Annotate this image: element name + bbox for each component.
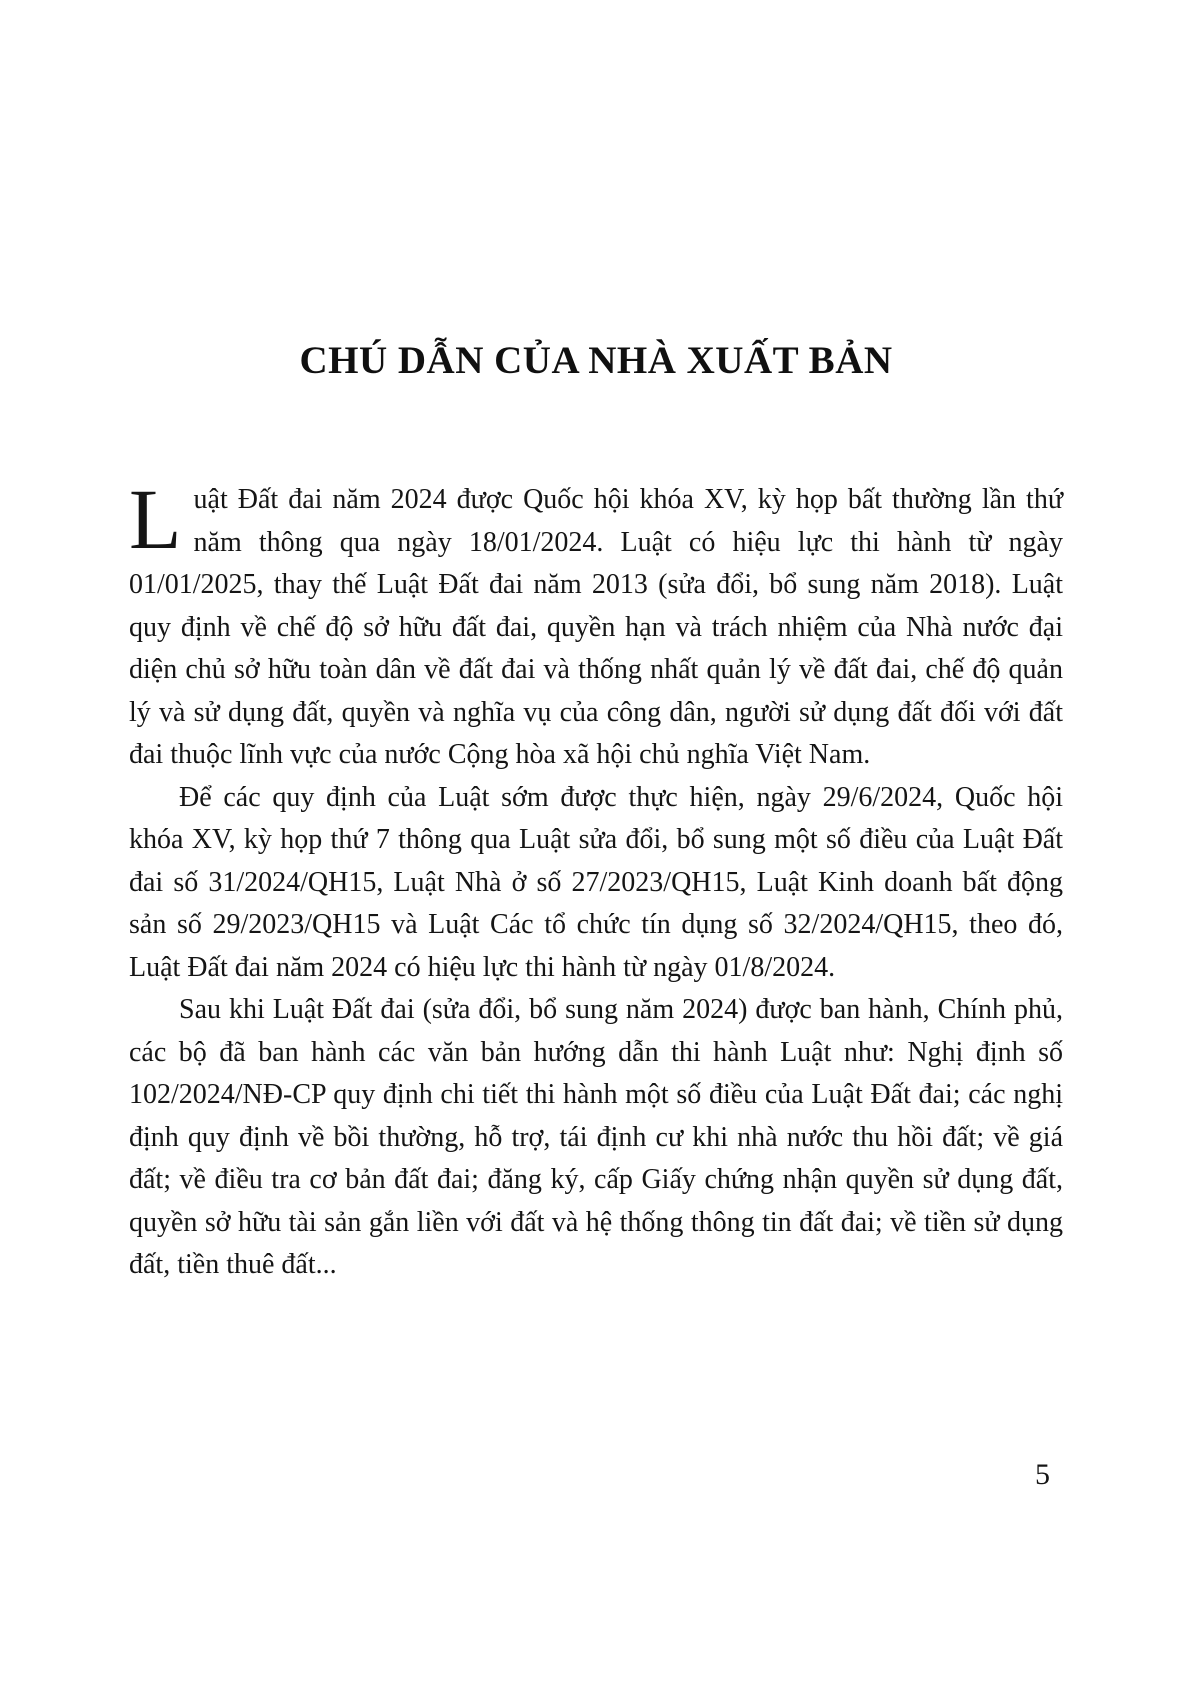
paragraph-publisher-note-2: Để các quy định của Luật sớm được thực hiện, ngày 29/6/2024, Quốc hội khóa XV, kỳ họp thứ 7 thông qua Luật sửa đổi, bổ sung một số điều của Luật Đất đai số 31/2024/QH15, Luật Nhà ở số 27/2023/QH15, Luật Kinh doanh bất động sản số 29/2023/QH15 và Luật Các tổ chức tín dụng số 32/2024/QH15, theo đó, Luật Đất đai năm 2024 có hiệu lực thi hành từ ngày 01/8/2024. xyxy=(129,781,1063,983)
paragraph-publisher-note-1 xyxy=(129,471,1063,777)
page-title: CHÚ DẪN CỦA NHÀ XUẤT BẢN xyxy=(299,339,893,382)
paragraph-1-text: uật Đất đai năm 2024 được Quốc hội khóa XV, kỳ họp bất thường lần thứ năm thông qua ngày 18/01/2024. Luật có hiệu lực thi hành từ ngày 01/01/2025, thay thế Luật Đất đai năm 2013 (sửa đổi, bổ sung năm 2018). Luật quy định về chế độ sở hữu đất đai, quyền hạn và trách nhiệm của Nhà nước đại diện chủ sở hữu toàn dân về đất đai và thống nhất quản lý về đất đai, chế độ quản lý và sử dụng đất, quyền và nghĩa vụ của công dân, người sử dụng đất đối với đất đai thuộc lĩnh vực của nước Cộng hòa xã hội chủ nghĩa Việt Nam. xyxy=(129,484,1063,770)
paragraph-publisher-note-3: Sau khi Luật Đất đai (sửa đổi, bổ sung năm 2024) được ban hành, Chính phủ, các bộ đã ban hành các văn bản hướng dẫn thi hành Luật như: Nghị định số 102/2024/NĐ-CP quy định chi tiết thi hành một số điều của Luật Đất đai; các nghị định quy định về bồi thường, hỗ trợ, tái định cư khi nhà nước thu hồi đất; về giá đất; về điều tra cơ bản đất đai; đăng ký, cấp Giấy chứng nhận quyền sử dụng đất, quyền sở hữu tài sản gắn liền với đất và hệ thống thông tin đất đai; về tiền sử dụng đất, tiền thuê đất... xyxy=(129,994,1063,1280)
page-number: 5 xyxy=(1035,1458,1050,1491)
drop-cap-letter: L xyxy=(129,471,182,567)
body-text xyxy=(129,471,1063,1287)
